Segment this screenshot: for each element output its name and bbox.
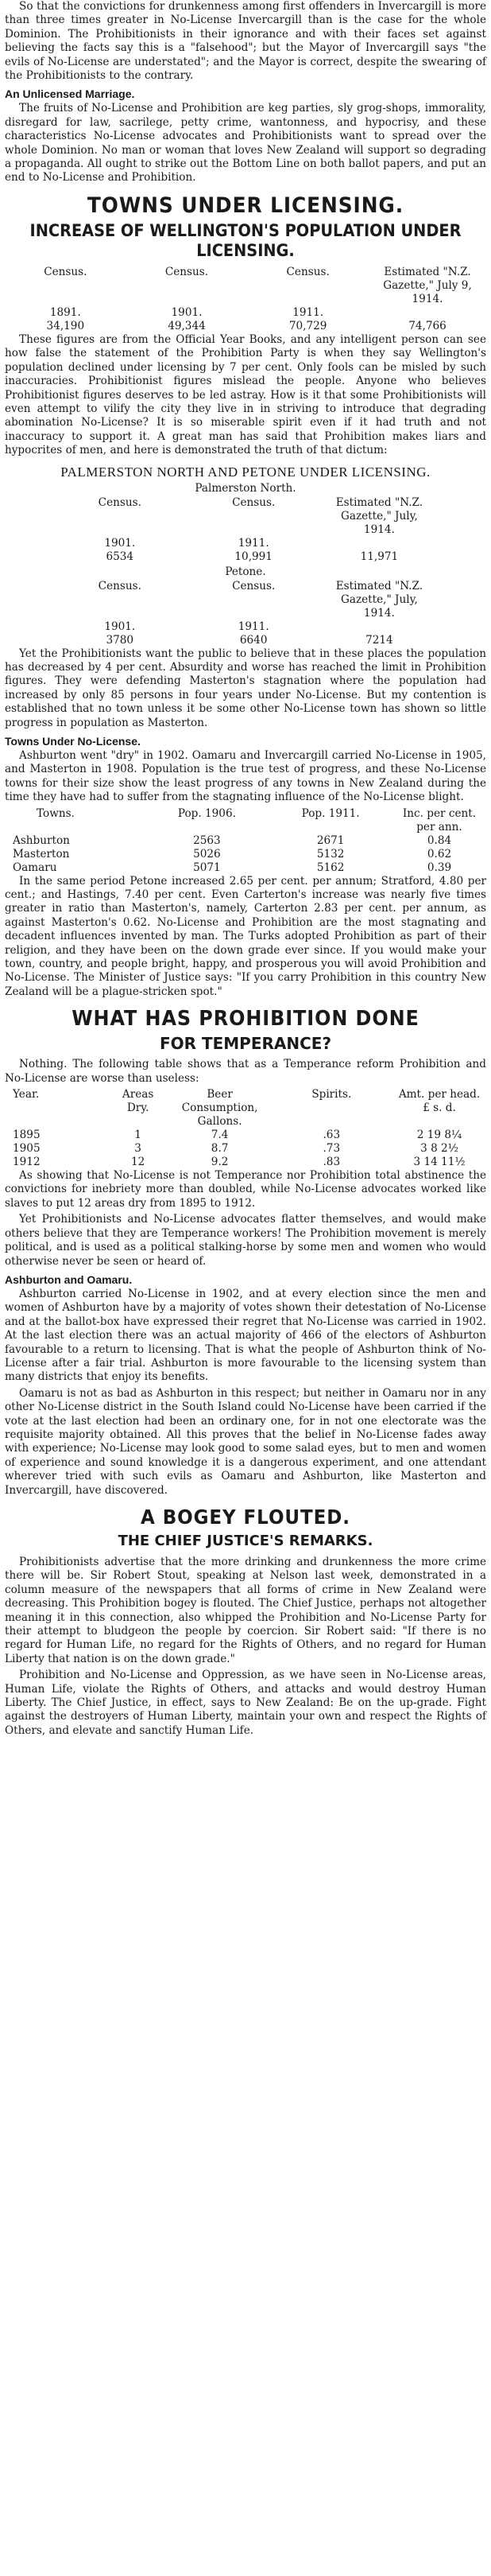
section-paragraph: As showing that No-License is not Temperance nor Prohibition total abstinence the convictions for inebriety more than doubled, while No-License advocates worked like slaves to put 12 areas dry from 1895 to 1912. <box>5 1169 486 1210</box>
table-cell: Masterton <box>13 847 70 861</box>
section-paragraph: Ashburton went "dry" in 1902. Oamaru and Invercargill carried No-License in 1905, and Masterton in 1908. Population is the true test of progress, and these No-License towns for their size show the least progress of any towns in New Zealand during the time they have had to suffer from the stagnating influence of the No-License blight. <box>5 748 486 804</box>
table-header: Census. <box>44 265 87 278</box>
table-cell: 0.62 <box>427 847 452 861</box>
table-cell: Ashburton <box>13 833 70 847</box>
table-header: Census. <box>164 265 209 278</box>
table-cell: 9.2 <box>211 1156 229 1169</box>
table-header: Estimated "N.Z. Gazette," July 9, 1914. <box>383 265 472 305</box>
section-unlicensed-marriage <box>5 87 486 185</box>
section-towns-under-licensing <box>5 193 486 458</box>
table-cell: 70,729 <box>288 319 327 332</box>
table-header: Census. <box>286 265 330 278</box>
table-row <box>5 1142 486 1156</box>
table-header: Spirits. <box>311 1088 352 1102</box>
table-cell: 3 14 11½ <box>413 1156 466 1169</box>
section-what-has-prohibition-done <box>5 1007 486 1269</box>
table-cell: 1911. <box>238 620 269 633</box>
table-cell: 1901. <box>171 305 203 319</box>
table-header: Census. <box>98 579 141 593</box>
table-cell: 3780 <box>106 633 134 647</box>
headline: TOWNS UNDER LICENSING. <box>87 192 404 218</box>
table-row <box>5 861 486 875</box>
table-cell: 34,190 <box>46 319 85 332</box>
table-row <box>5 1156 486 1169</box>
table-cell: .63 <box>323 1129 341 1142</box>
table-cell: 5026 <box>193 847 221 861</box>
table-cell <box>369 306 486 320</box>
table-header: Inc. per cent. per ann. <box>402 806 477 833</box>
table-cell: 3 8 2½ <box>420 1142 458 1156</box>
table-cell: 11,971 <box>360 550 399 563</box>
table-cell: 2563 <box>193 833 221 847</box>
section-paragraph: The fruits of No-License and Prohibition are keg parties, sly grog-shops, immorality, disregard for law, sacrilege, petty crime, wantonness, and hypocrisy, and these characteristics No-License advocates and Prohibitionists want to spread over the whole Dominion. No man or woman that loves New Zealand will support so degrading a propaganda. All ought to strike out the Bottom Line on both ballot papers, and put an end to No-License and Prohibition. <box>5 102 486 185</box>
table-cell: 3 <box>134 1142 141 1156</box>
section-heading: Ashburton and Oamaru. <box>5 1272 133 1286</box>
table-header: Beer Consumption, Gallons. <box>181 1088 258 1129</box>
table-cell: 1901. <box>104 620 136 633</box>
section-heading: An Unlicensed Marriage. <box>5 87 135 101</box>
table-cell: 49,344 <box>168 319 206 332</box>
table-cell: 12 <box>130 1156 145 1169</box>
table-header: Pop. 1911. <box>301 806 360 820</box>
table-row <box>5 834 486 848</box>
table-cell: 2671 <box>316 833 345 847</box>
table-cell <box>320 620 438 634</box>
palmerston-table <box>53 496 439 564</box>
section-paragraph: Oamaru is not as bad as Ashburton in this respect; but neither in Oamaru nor in any other No-License district in the South Island could No-License have been carried if the vote at the last election had been an ordinary one, for in not one electorate was the requisite majority obtained. All this proves that the belief in No-License fades away with experience; No-License may look good to some salad eyes, but to men and women of experience and sound knowledge it is a dangerous experiment, and one attendant wherever tried with such evils as Oamaru and Ashburton, like Masterton and Invercargill, have discovered. <box>5 1386 486 1497</box>
table-header: Amt. per head. £ s. d. <box>398 1088 481 1115</box>
town-name: Palmerston North. <box>195 481 296 495</box>
table-header: Estimated "N.Z. Gazette," July, 1914. <box>335 495 423 536</box>
table-cell: .73 <box>323 1142 341 1156</box>
table-cell: 7.4 <box>211 1129 229 1142</box>
section-palmerston-petone <box>5 464 486 730</box>
section-paragraph: In the same period Petone increased 2.65 per cent. per annum; Stratford, 4.80 per cent.; and Hastings, 7.40 per cent. Even Carterton's increase was nearly five times greater in ratio than Masterton's, namely, Carterton 2.83 per cent. per annum, as against Masterton's 0.62. No-License and Prohibition are the most stagnating and decadent influences invented by man. The Turks adopted Prohibition as part of their religion, and they have been on the down grade ever since. If you would make your town, country, and people bright, happy, and prosperous you will avoid Prohibition and No-License. The Minister of Justice says: "If you carry Prohibition in this country New Zealand will be a plague-stricken spot." <box>5 874 486 998</box>
table-header: Census. <box>232 495 276 509</box>
article-column <box>5 0 486 1740</box>
town-name: Petone. <box>225 565 266 578</box>
intro-paragraph: So that the convictions for drunkenness among first offenders in Invercargill is more than three times greater in No-License Invercargill than is the case for the whole Dominion. The Prohibitionists in their ignorance and with their faces set against believing the facts say this is a "falsehood"; but the Mayor of Invercargill says "the evils of No-License are understated"; and the Mayor is correct, despite the swearing of the Prohibitionists to the contrary. <box>5 0 486 83</box>
table-cell: 74,766 <box>408 319 447 332</box>
table-cell: 1895 <box>13 1129 41 1142</box>
wellington-population-table <box>5 266 486 333</box>
table-cell: 6640 <box>239 633 268 647</box>
table-header: Estimated "N.Z. Gazette," July, 1914. <box>335 579 423 620</box>
table-cell: 1891. <box>49 305 81 319</box>
temperance-table <box>5 1088 486 1169</box>
table-cell: 1 <box>134 1129 141 1142</box>
table-cell: 0.84 <box>427 833 452 847</box>
table-cell: 1911. <box>238 536 269 550</box>
table-cell: 6534 <box>106 550 134 563</box>
table-header: Census. <box>98 495 141 509</box>
section-paragraph: Yet the Prohibitionists want the public to believe that in these places the population has decreased by 4 per cent. Absurdity and worse has reached the limit in Prohibition figures. They were defending Masterton's stagnation where the population had increased by only 85 persons in four years under No-License. But my contention is established that no town unless it be some other No-License town has shown so little progress in population as Masterton. <box>5 647 486 729</box>
no-license-towns-table <box>5 807 486 875</box>
section-paragraph: Prohibition and No-License and Oppression, as we have seen in No-License areas, Human Life, violate the Rights of Others, and attacks and would destroy Human Liberty. The Chief Justice, in effect, says to New Zealand: Be on the up-grade. Fight against the destroyers of Human Liberty, maintain your own and respect the Rights of Others, and elevate and sanctify Human Life. <box>5 1669 486 1737</box>
section-heading: PALMERSTON NORTH AND PETONE UNDER LICENSING. <box>60 464 431 480</box>
table-header: Census. <box>232 579 276 593</box>
section-paragraph: Prohibitionists advertise that the more drinking and drunkenness the more crime there will be. Sir Robert Stout, speaking at Nelson last week, demonstrated in a column measure of the newspapers that all forms of crime in New Zealand were decreasing. This Prohibition bogey is flouted. The Chief Justice, perhaps not altogether meaning it in this connection, also whipped the Prohibition and No-License Party for their attempt to bludgeon the people by coercion. Sir Robert said: "If there is no regard for Human Life, no regard for the Rights of Others, and no regard for Human Liberty that nation is on the down grade." <box>5 1556 486 1665</box>
section-towns-under-no-license <box>5 735 486 999</box>
table-cell: 1912 <box>13 1156 41 1169</box>
table-cell: 2 19 8¼ <box>416 1129 462 1142</box>
section-paragraph: These figures are from the Official Year Books, and any intelligent person can see how false the statement of the Prohibition Party is when they say Wellington's population declined under licensing by 7 per cent. Only fools can be misled by such inaccuracies. Prohibitionist figures mislead the people. Anyone who believes Prohibitionist figures deserves to be led astray. How is it that some Prohibitionists will even attempt to vilify the city they live in in striving to introduce that degrading abomination No-License? It is so miserable spirit even if it had truth and not inaccuracy to support it. A great man has said that Prohibition makes liars and hypocrites of men, and here is demonstrated the truth of that dictum: <box>5 332 486 457</box>
table-header: Areas Dry. <box>122 1088 154 1115</box>
table-cell: 1901. <box>104 536 136 550</box>
table-cell: 0.39 <box>427 861 452 874</box>
table-header: Pop. 1906. <box>177 806 236 820</box>
section-paragraph: Yet Prohibitionists and No-License advocates flatter themselves, and would make others believe that they are Temperance workers! The Prohibition movement is merely political, and is used as a political stalking-horse by some men and women who would otherwise never be seen or heard of. <box>5 1213 486 1268</box>
section-paragraph: Nothing. The following table shows that as a Temperance reform Prohibition and No-License are worse than useless: <box>5 1058 486 1085</box>
subheadline: INCREASE OF WELLINGTON'S POPULATION UNDER LICENSING. <box>29 220 462 260</box>
headline: WHAT HAS PROHIBITION DONE <box>72 1007 419 1032</box>
section-bogey-flouted <box>5 1506 486 1738</box>
table-cell: 10,991 <box>234 550 273 563</box>
table-cell: 5162 <box>316 861 345 874</box>
table-header: Towns. <box>37 806 75 820</box>
table-row <box>5 848 486 861</box>
subheadline: FOR TEMPERANCE? <box>159 1034 332 1054</box>
table-cell <box>320 537 438 550</box>
table-row <box>5 1129 486 1142</box>
table-cell: 7214 <box>365 633 393 647</box>
table-cell: 1905 <box>13 1142 41 1156</box>
section-ashburton-oamaru <box>5 1273 486 1498</box>
table-cell: .83 <box>323 1156 341 1169</box>
headline: A BOGEY FLOUTED. <box>141 1506 350 1529</box>
table-cell: 5132 <box>316 847 345 861</box>
table-cell: 1911. <box>292 305 324 319</box>
table-header: Year. <box>13 1088 40 1102</box>
table-cell: 5071 <box>193 861 221 874</box>
table-cell: 8.7 <box>211 1142 229 1156</box>
section-paragraph: Ashburton carried No-License in 1902, and at every election since the men and women of Ashburton have by a majority of votes shown their detestation of No-License and at the ballot-box have expressed their regret that No-License was carried in 1902. At the last election there was an actual majority of 466 of the electors of Ashburton favourable to a return to licensing. That is what the people of Ashburton think of No-License after a fair trial. Ashburton is more favourable to the licensing system than many districts that enjoy its benefits. <box>5 1287 486 1384</box>
subheadline: THE CHIEF JUSTICE'S REMARKS. <box>118 1533 373 1549</box>
petone-table <box>53 580 439 647</box>
section-heading: Towns Under No-License. <box>5 734 141 748</box>
table-cell: Oamaru <box>13 861 57 874</box>
